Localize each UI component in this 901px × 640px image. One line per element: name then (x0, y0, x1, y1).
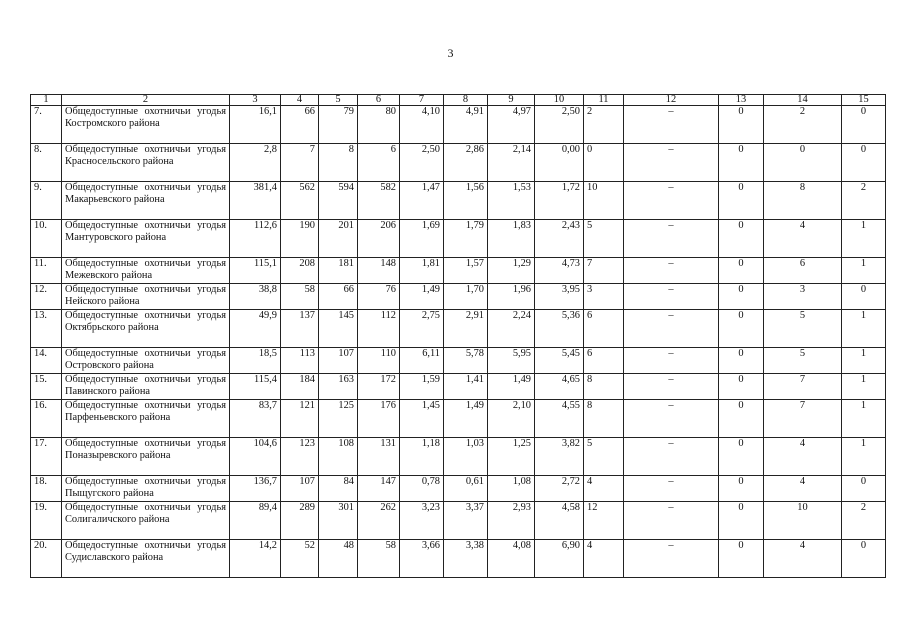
value-cell: – (624, 284, 719, 310)
value-cell: 1,18 (400, 438, 444, 476)
row-number-cell: 9. (31, 182, 62, 220)
value-cell: 4 (584, 476, 624, 502)
value-cell: 0 (719, 348, 764, 374)
value-cell: 4,97 (488, 106, 535, 144)
value-cell: 107 (319, 348, 358, 374)
value-cell: 7 (764, 374, 842, 400)
value-cell: 176 (358, 400, 400, 438)
table-row (31, 220, 886, 258)
value-cell: 4 (764, 220, 842, 258)
table-row (31, 438, 886, 476)
value-cell: 1,83 (488, 220, 535, 258)
column-number-cell: 9 (488, 95, 535, 106)
table-row (31, 258, 886, 284)
value-cell: 1 (842, 400, 886, 438)
value-cell: – (624, 476, 719, 502)
table-row (31, 400, 886, 438)
value-cell: 123 (281, 438, 319, 476)
value-cell: 2,24 (488, 310, 535, 348)
row-number-cell: 20. (31, 540, 62, 578)
row-number-cell: 11. (31, 258, 62, 284)
table-row (31, 540, 886, 578)
value-cell: 7 (764, 400, 842, 438)
row-number-cell: 8. (31, 144, 62, 182)
table-row (31, 284, 886, 310)
value-cell: 0 (719, 476, 764, 502)
value-cell: 1,49 (400, 284, 444, 310)
value-cell: 79 (319, 106, 358, 144)
value-cell: 2 (764, 106, 842, 144)
value-cell: 2 (842, 182, 886, 220)
value-cell: 5,95 (488, 348, 535, 374)
value-cell: 172 (358, 374, 400, 400)
hunting-ground-name-cell: Общедоступные охотничьи угодья Островского района (62, 348, 230, 374)
value-cell: 594 (319, 182, 358, 220)
column-number-cell: 8 (444, 95, 488, 106)
value-cell: 5 (764, 348, 842, 374)
value-cell: 0 (719, 400, 764, 438)
column-number-cell: 2 (62, 95, 230, 106)
value-cell: 3,95 (535, 284, 584, 310)
value-cell: – (624, 220, 719, 258)
value-cell: 0 (842, 476, 886, 502)
value-cell: 0 (719, 438, 764, 476)
hunting-ground-name-cell: Общедоступные охотничьи угодья Красносельского района (62, 144, 230, 182)
column-number-cell: 14 (764, 95, 842, 106)
column-number-cell: 1 (31, 95, 62, 106)
value-cell: 1 (842, 310, 886, 348)
value-cell: 2,93 (488, 502, 535, 540)
value-cell: 112,6 (230, 220, 281, 258)
value-cell: 1,25 (488, 438, 535, 476)
value-cell: 1,57 (444, 258, 488, 284)
value-cell: 4 (584, 540, 624, 578)
value-cell: 1,49 (444, 400, 488, 438)
hunting-ground-name-cell: Общедоступные охотничьи угодья Парфеньевского района (62, 400, 230, 438)
value-cell: 110 (358, 348, 400, 374)
value-cell: 8 (319, 144, 358, 182)
value-cell: 16,1 (230, 106, 281, 144)
column-number-cell: 13 (719, 95, 764, 106)
value-cell: 76 (358, 284, 400, 310)
value-cell: 2 (842, 502, 886, 540)
row-number-cell: 14. (31, 348, 62, 374)
value-cell: 301 (319, 502, 358, 540)
value-cell: 1,47 (400, 182, 444, 220)
value-cell: 3,82 (535, 438, 584, 476)
value-cell: 5,36 (535, 310, 584, 348)
value-cell: 136,7 (230, 476, 281, 502)
value-cell: – (624, 258, 719, 284)
column-number-cell: 10 (535, 95, 584, 106)
value-cell: 2,75 (400, 310, 444, 348)
value-cell: 14,2 (230, 540, 281, 578)
value-cell: 0 (719, 284, 764, 310)
value-cell: 0 (584, 144, 624, 182)
table-row (31, 106, 886, 144)
column-number-cell: 11 (584, 95, 624, 106)
value-cell: 0 (842, 144, 886, 182)
value-cell: 3,38 (444, 540, 488, 578)
value-cell: 66 (319, 284, 358, 310)
value-cell: – (624, 310, 719, 348)
hunting-ground-name-cell: Общедоступные охотничьи угодья Октябрьского района (62, 310, 230, 348)
value-cell: 3,37 (444, 502, 488, 540)
row-number-cell: 13. (31, 310, 62, 348)
table-row (31, 476, 886, 502)
value-cell: 3 (764, 284, 842, 310)
value-cell: 84 (319, 476, 358, 502)
value-cell: 10 (764, 502, 842, 540)
value-cell: 107 (281, 476, 319, 502)
value-cell: 6 (584, 348, 624, 374)
value-cell: 181 (319, 258, 358, 284)
value-cell: 0 (719, 310, 764, 348)
value-cell: 4,55 (535, 400, 584, 438)
value-cell: 6 (358, 144, 400, 182)
value-cell: 562 (281, 182, 319, 220)
value-cell: 6 (764, 258, 842, 284)
value-cell: 5 (584, 438, 624, 476)
row-number-cell: 19. (31, 502, 62, 540)
value-cell: 145 (319, 310, 358, 348)
value-cell: 1,69 (400, 220, 444, 258)
value-cell: 18,5 (230, 348, 281, 374)
value-cell: 163 (319, 374, 358, 400)
column-number-cell: 12 (624, 95, 719, 106)
hunting-ground-name-cell: Общедоступные охотничьи угодья Межевского района (62, 258, 230, 284)
column-number-cell: 6 (358, 95, 400, 106)
value-cell: 0 (719, 540, 764, 578)
value-cell: 5,78 (444, 348, 488, 374)
value-cell: 115,4 (230, 374, 281, 400)
value-cell: 2,43 (535, 220, 584, 258)
value-cell: 48 (319, 540, 358, 578)
value-cell: 137 (281, 310, 319, 348)
value-cell: – (624, 106, 719, 144)
table-row (31, 374, 886, 400)
value-cell: 4,10 (400, 106, 444, 144)
value-cell: 2,72 (535, 476, 584, 502)
value-cell: 2 (584, 106, 624, 144)
row-number-cell: 16. (31, 400, 62, 438)
value-cell: 3 (584, 284, 624, 310)
page-number: 3 (447, 46, 454, 60)
value-cell: 201 (319, 220, 358, 258)
column-number-cell: 4 (281, 95, 319, 106)
value-cell: 0,61 (444, 476, 488, 502)
value-cell: 1,96 (488, 284, 535, 310)
value-cell: 1 (842, 438, 886, 476)
value-cell: 0 (842, 540, 886, 578)
column-number-row (31, 95, 886, 106)
value-cell: – (624, 502, 719, 540)
value-cell: 582 (358, 182, 400, 220)
value-cell: 1,08 (488, 476, 535, 502)
column-number-cell: 7 (400, 95, 444, 106)
value-cell: 2,86 (444, 144, 488, 182)
value-cell: 3,66 (400, 540, 444, 578)
value-cell: 2,50 (535, 106, 584, 144)
value-cell: 80 (358, 106, 400, 144)
value-cell: 4,58 (535, 502, 584, 540)
value-cell: 8 (764, 182, 842, 220)
value-cell: 1,81 (400, 258, 444, 284)
value-cell: 121 (281, 400, 319, 438)
row-number-cell: 18. (31, 476, 62, 502)
value-cell: 289 (281, 502, 319, 540)
value-cell: 49,9 (230, 310, 281, 348)
value-cell: 0 (764, 144, 842, 182)
value-cell: 5 (584, 220, 624, 258)
value-cell: 381,4 (230, 182, 281, 220)
value-cell: 0 (719, 374, 764, 400)
value-cell: 131 (358, 438, 400, 476)
value-cell: 38,8 (230, 284, 281, 310)
value-cell: 4 (764, 540, 842, 578)
value-cell: 0 (842, 284, 886, 310)
value-cell: 190 (281, 220, 319, 258)
value-cell: 1,03 (444, 438, 488, 476)
value-cell: – (624, 374, 719, 400)
value-cell: 5 (764, 310, 842, 348)
value-cell: 4,65 (535, 374, 584, 400)
hunting-ground-name-cell: Общедоступные охотничьи угодья Судиславского района (62, 540, 230, 578)
value-cell: 58 (358, 540, 400, 578)
value-cell: 10 (584, 182, 624, 220)
value-cell: 1,59 (400, 374, 444, 400)
value-cell: – (624, 400, 719, 438)
table-row (31, 310, 886, 348)
value-cell: 0,00 (535, 144, 584, 182)
value-cell: 0,78 (400, 476, 444, 502)
value-cell: 1,53 (488, 182, 535, 220)
value-cell: 58 (281, 284, 319, 310)
row-number-cell: 17. (31, 438, 62, 476)
column-number-cell: 5 (319, 95, 358, 106)
value-cell: 52 (281, 540, 319, 578)
column-number-cell: 3 (230, 95, 281, 106)
table-row (31, 502, 886, 540)
table-row (31, 182, 886, 220)
table-row (31, 348, 886, 374)
value-cell: 6,11 (400, 348, 444, 374)
row-number-cell: 7. (31, 106, 62, 144)
column-number-cell: 15 (842, 95, 886, 106)
value-cell: 4,73 (535, 258, 584, 284)
value-cell: – (624, 182, 719, 220)
value-cell: 1 (842, 220, 886, 258)
value-cell: 147 (358, 476, 400, 502)
hunting-ground-name-cell: Общедоступные охотничьи угодья Макарьевского района (62, 182, 230, 220)
value-cell: 1,56 (444, 182, 488, 220)
value-cell: 0 (842, 106, 886, 144)
row-number-cell: 15. (31, 374, 62, 400)
value-cell: 0 (719, 502, 764, 540)
value-cell: 89,4 (230, 502, 281, 540)
value-cell: 7 (584, 258, 624, 284)
value-cell: 1,41 (444, 374, 488, 400)
value-cell: 108 (319, 438, 358, 476)
value-cell: – (624, 144, 719, 182)
value-cell: 206 (358, 220, 400, 258)
table-body (31, 95, 886, 578)
value-cell: 184 (281, 374, 319, 400)
value-cell: 5,45 (535, 348, 584, 374)
value-cell: 1,79 (444, 220, 488, 258)
value-cell: 2,91 (444, 310, 488, 348)
value-cell: 113 (281, 348, 319, 374)
value-cell: 4 (764, 476, 842, 502)
hunting-grounds-table (30, 94, 886, 578)
value-cell: 1,29 (488, 258, 535, 284)
value-cell: 1 (842, 258, 886, 284)
value-cell: 1,45 (400, 400, 444, 438)
value-cell: 1 (842, 374, 886, 400)
value-cell: 4,91 (444, 106, 488, 144)
value-cell: 0 (719, 258, 764, 284)
value-cell: 1 (842, 348, 886, 374)
value-cell: 12 (584, 502, 624, 540)
value-cell: 262 (358, 502, 400, 540)
value-cell: 3,23 (400, 502, 444, 540)
value-cell: 6 (584, 310, 624, 348)
table-row (31, 144, 886, 182)
value-cell: 66 (281, 106, 319, 144)
value-cell: 7 (281, 144, 319, 182)
value-cell: 104,6 (230, 438, 281, 476)
hunting-ground-name-cell: Общедоступные охотничьи угодья Пыщугского района (62, 476, 230, 502)
value-cell: 1,49 (488, 374, 535, 400)
row-number-cell: 12. (31, 284, 62, 310)
value-cell: – (624, 438, 719, 476)
value-cell: 6,90 (535, 540, 584, 578)
value-cell: 4 (764, 438, 842, 476)
value-cell: 208 (281, 258, 319, 284)
value-cell: 2,8 (230, 144, 281, 182)
value-cell: 125 (319, 400, 358, 438)
value-cell: 1,70 (444, 284, 488, 310)
value-cell: 112 (358, 310, 400, 348)
value-cell: 2,14 (488, 144, 535, 182)
value-cell: 148 (358, 258, 400, 284)
value-cell: 8 (584, 374, 624, 400)
value-cell: 2,10 (488, 400, 535, 438)
hunting-ground-name-cell: Общедоступные охотничьи угодья Павинского района (62, 374, 230, 400)
value-cell: 2,50 (400, 144, 444, 182)
row-number-cell: 10. (31, 220, 62, 258)
value-cell: 4,08 (488, 540, 535, 578)
value-cell: 115,1 (230, 258, 281, 284)
value-cell: 0 (719, 144, 764, 182)
value-cell: 83,7 (230, 400, 281, 438)
value-cell: 0 (719, 220, 764, 258)
hunting-ground-name-cell: Общедоступные охотничьи угодья Нейского района (62, 284, 230, 310)
value-cell: – (624, 348, 719, 374)
value-cell: 0 (719, 106, 764, 144)
value-cell: 1,72 (535, 182, 584, 220)
hunting-ground-name-cell: Общедоступные охотничьи угодья Костромского района (62, 106, 230, 144)
value-cell: 0 (719, 182, 764, 220)
value-cell: – (624, 540, 719, 578)
value-cell: 8 (584, 400, 624, 438)
hunting-ground-name-cell: Общедоступные охотничьи угодья Мантуровского района (62, 220, 230, 258)
hunting-ground-name-cell: Общедоступные охотничьи угодья Солигаличского района (62, 502, 230, 540)
hunting-ground-name-cell: Общедоступные охотничьи угодья Поназыревского района (62, 438, 230, 476)
